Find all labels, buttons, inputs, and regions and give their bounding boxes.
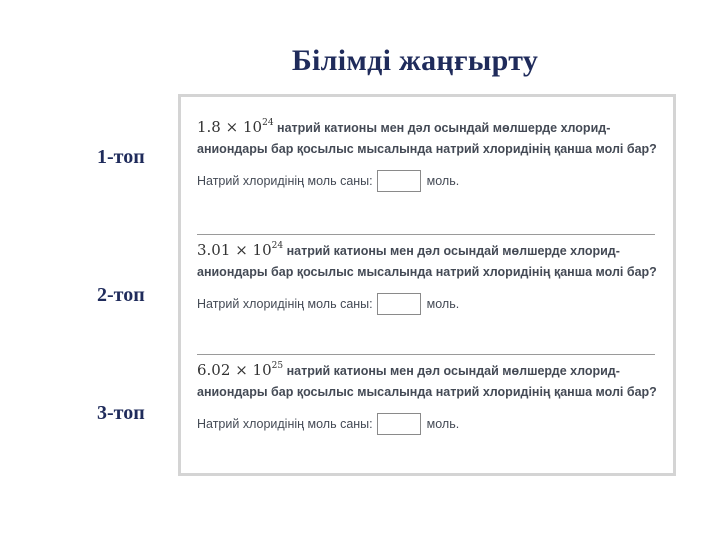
task-3-answer-input[interactable] — [377, 413, 421, 435]
task-3-mantissa: 6.02 — [197, 361, 231, 379]
task-3-answer-label: Натрий хлоридінің моль саны: — [197, 417, 373, 431]
task-2-answer-label: Натрий хлоридінің моль саны: — [197, 297, 373, 311]
divider — [197, 354, 655, 355]
task-2-base: 10 — [252, 241, 272, 259]
page-title: Білімді жаңғырту — [291, 44, 539, 77]
task-3-answer-row — [197, 411, 657, 437]
task-1-exponent: 24 — [262, 118, 274, 128]
task-2-exponent: 24 — [271, 241, 284, 251]
task-3-question-text: натрий катионы мен дәл осындай мөлшерде хлорид-аниондары бар қосылыс мысалында натрий хлоридінің қанша молі бар? — [197, 364, 657, 399]
task-1-answer-label: Натрий хлоридінің моль саны: — [197, 174, 373, 188]
task-1-base: 10 — [243, 118, 263, 136]
task-1-answer-unit: моль. — [426, 174, 460, 188]
task-3-exponent: 25 — [271, 361, 284, 371]
group-label-3: 3-топ — [97, 402, 145, 424]
task-2-question-text: натрий катионы мен дәл осындай мөлшерде хлорид-аниондары бар қосылыс мысалында натрий хлоридінің қанша молі бар? — [197, 244, 657, 279]
times-sign: × — [225, 118, 239, 136]
task-2-question — [197, 236, 657, 283]
task-1-answer-row — [197, 168, 657, 194]
group-label-2: 2-топ — [97, 284, 145, 306]
task-1-mantissa: 1.8 — [197, 118, 221, 136]
task-2-number — [197, 241, 283, 259]
task-3 — [197, 356, 657, 437]
task-1-number — [197, 118, 274, 136]
task-3-answer-unit: моль. — [426, 417, 460, 431]
divider — [197, 234, 655, 235]
task-3-number — [197, 361, 283, 379]
task-2-answer-unit: моль. — [426, 297, 460, 311]
task-1-answer-input[interactable] — [377, 170, 421, 192]
task-2-answer-row — [197, 291, 657, 317]
times-sign: × — [235, 361, 248, 379]
task-2-answer-input[interactable] — [377, 293, 421, 315]
times-sign: × — [235, 241, 248, 259]
task-1 — [197, 113, 657, 194]
task-1-question-text: натрий катионы мен дәл осындай мөлшерде хлорид-аниондары бар қосылыс мысалында натрий хлоридінің қанша молі бар? — [197, 121, 657, 156]
group-label-1: 1-топ — [97, 146, 145, 168]
task-3-base: 10 — [252, 361, 272, 379]
task-2-mantissa: 3.01 — [197, 241, 231, 259]
task-2 — [197, 236, 657, 317]
task-1-question — [197, 113, 657, 160]
task-card — [178, 94, 676, 476]
task-3-question — [197, 356, 657, 403]
